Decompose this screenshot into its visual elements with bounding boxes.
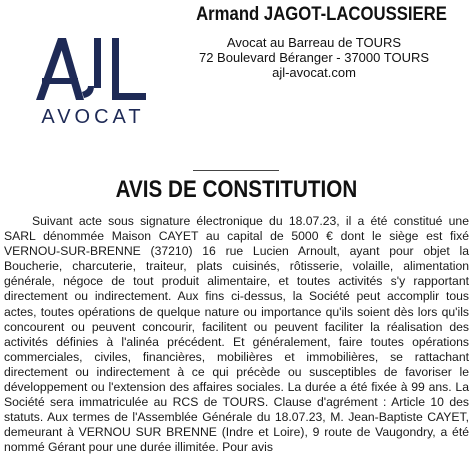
firm-website: ajl-avocat.com (272, 65, 356, 80)
firm-name: Armand JAGOT-LACOUSSIERE (196, 4, 447, 25)
logo-wordmark: AVOCAT (41, 106, 145, 128)
letterhead (0, 0, 473, 150)
firm-info (180, 3, 448, 80)
notice-title-text: AVIS DE CONSTITUTION (115, 176, 358, 203)
notice-body: Suivant acte sous signature électronique du 18.07.23, il a été constitué une SARL dénommée Maison CAYET au capital de 5000 € dont le siège est fixé VERNOU-SUR-BRENNE (37210) 16 rue Lucien Arnoult, ayant pour objet la Boucherie, charcuterie, traiteur, plats cuisinés, rôtisserie, volaille, alimentation générale, négoce de tout produit alimentaire, et toutes activités s'y rapportant directement ou indirectement. Aux fins ci-dessus, la Société peut accomplir tous actes, toutes opérations de quelque nature ou importance qu'ils soient dès lors qu'ils concourent ou peuvent concourir, facilitent ou peuvent faciliter la réalisation des activités définies à l'alinéa précédent. Et généralement, faire toutes opérations commerciales, civiles, financières, mobilières et immobilières, se rattachant directement ou indirectement à ce qui précède ou susceptibles de favoriser le développement ou l'extension des affaires sociales. La durée a été fixée à 99 ans. La Société sera immatriculée au RCS de TOURS. Clause d'agrément : Article 10 des statuts. Aux termes de l'Assemblée Générale du 18.07.23, M. Jean-Baptiste CAYET, demeurant à VERNOU SUR BRENNE (Indre et Loire), 9 route de Vaugondry, a été nommé Gérant pour une durée illimitée. Pour avis (4, 214, 469, 455)
firm-bar: Avocat au Barreau de TOURS (226, 35, 402, 50)
notice-title (0, 176, 473, 204)
title-divider (193, 170, 279, 171)
firm-address: 72 Boulevard Béranger - 37000 TOURS (198, 50, 430, 65)
firm-logo (22, 34, 164, 134)
ajl-monogram-icon (22, 34, 164, 104)
